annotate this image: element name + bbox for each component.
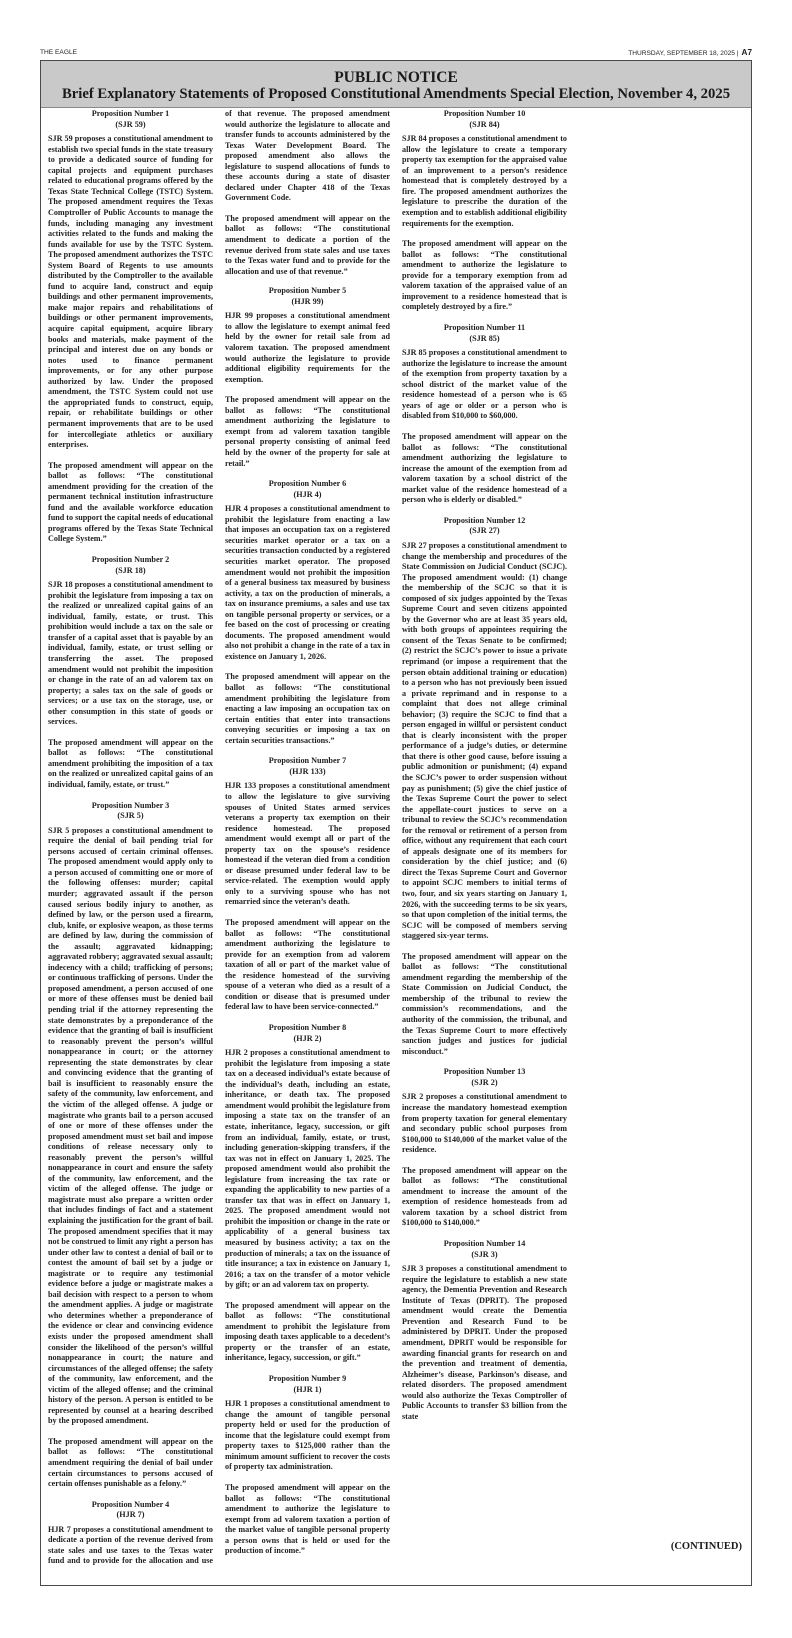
ballot-language: The proposed amendment will appear on the ballot as follows: “The constitutional amendment to prohibit the legislature from imposing death taxes applicable to a decedent’s property or the transfer of an estate, inheritance, legacy, succession, or gift.” (225, 1300, 390, 1363)
proposition-heading (225, 286, 390, 307)
proposition-bill: (SJR 5) (117, 811, 144, 821)
proposition-number: Proposition Number 4 (91, 1499, 170, 1509)
proposition-5 (225, 286, 390, 469)
proposition-number: Proposition Number 6 (268, 479, 347, 489)
proposition-heading (402, 516, 567, 537)
proposition-heading (48, 1500, 213, 1521)
proposition-13 (402, 1067, 567, 1229)
notice-banner (41, 61, 751, 108)
ballot-language: The proposed amendment will appear on the ballot as follows: “The constitutional amendment providing for the creation of the permanent technical institution infrastructure fund and the available workforce education fund to support the capital needs of educational programs offered by the Texas State Technical College System.” (48, 460, 213, 544)
proposition-number: Proposition Number 14 (443, 1238, 526, 1248)
proposition-6 (225, 479, 390, 746)
proposition-heading (225, 756, 390, 777)
proposition-number: Proposition Number 13 (443, 1067, 526, 1077)
proposition-number: Proposition Number 3 (91, 800, 170, 810)
continued-label: (CONTINUED) (670, 1541, 742, 1552)
proposition-1 (48, 109, 213, 545)
proposition-number: Proposition Number 8 (268, 1022, 347, 1032)
proposition-bill: (HJR 133) (289, 766, 326, 776)
proposition-number: Proposition Number 10 (443, 109, 526, 118)
proposition-number: Proposition Number 9 (268, 1373, 347, 1383)
ballot-language: The proposed amendment will appear on the ballot as follows: “The constitutional amendment authorizing the legislature to exempt from ad valorem taxation tangible personal property consisting of animal feed held by the owner of the property for sale at retail.” (225, 395, 390, 468)
proposition-heading (48, 555, 213, 576)
proposition-10 (402, 109, 567, 313)
page-number: A7 (741, 48, 752, 57)
proposition-2 (48, 555, 213, 791)
proposition-bill: (HJR 2) (293, 1033, 322, 1043)
proposition-bill: (HJR 1) (293, 1384, 322, 1394)
proposition-columns (48, 109, 744, 1575)
proposition-heading (48, 109, 213, 130)
proposition-bill: (SJR 18) (115, 565, 146, 575)
proposition-bill: (SJR 59) (115, 119, 146, 129)
proposition-number: Proposition Number 7 (268, 756, 347, 766)
proposition-heading (225, 1023, 390, 1044)
ballot-language: The proposed amendment will appear on the ballot as follows: “The constitutional amendment to authorize the legislature to provide for a temporary exemption from ad valorem taxation of the appraised value of an improvement to a residence homestead that is completely destroyed by a fire.” (402, 239, 567, 312)
proposition-heading (402, 1067, 567, 1088)
proposition-number: Proposition Number 1 (91, 109, 170, 118)
proposition-summary: SJR 3 proposes a constitutional amendment to require the legislature to establish a new state agency, the Dementia Prevention and Research Institute of Texas (DPRIT). The proposed amendment would create the Dementia Prevention and Research Fund to be administered by DPRIT. Under the proposed amendment, DPRIT would be responsible for awarding financial grants for research on and the prevention and treatment of dementia, Alzheimer’s disease, Parkinson’s disease, and related disorders. The proposed amendment would also authorize the Texas Comptroller of Public Accounts to transfer $3 billion from the state (402, 1264, 567, 1421)
proposition-summary: SJR 18 proposes a constitutional amendment to prohibit the legislature from imposing a tax on the realized or unrealized capital gains of an individual, family, estate, or trust. This prohibition would include a tax on the sale or transfer of a capital asset that is payable by an individual, family, estate, or trust selling or transferring the asset. The proposed amendment would not prohibit the imposition or change in the rate of an ad valorem tax on property; a sales tax on the sale of goods or services; or a use tax on the storage, use, or other consumption in this state of goods or services. (48, 580, 213, 727)
proposition-number: Proposition Number 12 (443, 515, 526, 525)
newspaper-name: THE EAGLE (40, 49, 78, 56)
proposition-heading (48, 801, 213, 822)
proposition-summary: SJR 2 proposes a constitutional amendment to increase the mandatory homestead exemption from property taxation for general elementary and secondary public school purposes from $100,000 to $140,000 of the market value of the residence. (402, 1092, 567, 1155)
proposition-heading (402, 323, 567, 344)
public-notice-box (40, 60, 752, 1586)
ballot-language: The proposed amendment will appear on the ballot as follows: “The constitutional amendment authorizing the legislature to provide for an exemption from ad valorem taxation of all or part of the market value of the residence homestead of the surviving spouse of a veteran who died as a result of a condition or disease that is presumed under federal law to have been service-connected.” (225, 918, 390, 1012)
ballot-language: The proposed amendment will appear on the ballot as follows: “The constitutional amendment requiring the denial of bail under certain circumstances to persons accused of certain offenses punishable as a felony.” (48, 1436, 213, 1489)
proposition-summary: HJR 7 proposes a constitutional amendment to dedicate a portion of the revenue derived from state sales and use taxes to the Texas water fund and to provide for the allocation and use of that revenue. The proposed amendment would authorize the legislature to allocate and transfer funds to accounts administered by the Texas Water Development Board. The proposed amendment also allows the legislature to suspend allocations of funds to these accounts during a state of disaster declared under Chapter 418 of the Texas Government Code. (48, 109, 390, 1566)
proposition-12 (402, 516, 567, 1057)
proposition-summary: SJR 59 proposes a constitutional amendment to establish two special funds in the state treasury to provide a dedicated source of funding for capital projects and equipment purchases related to educational programs offered by the Texas State Technical College (TSTC) System. The proposed amendment requires the Texas Comptroller of Public Accounts to manage the funds, including managing any investment activities related to the funds and making the funds available for use by the TSTC System. The proposed amendment authorizes the TSTC System Board of Regents to use amounts distributed by the Comptroller to the available fund to acquire land, construct and equip buildings and other permanent improvements, make major repairs and rehabilitations of buildings or other permanent improvements, acquire capital equipment, acquire library books and materials, make payment of the principal and interest due on any bonds or notes used to finance permanent improvements, or for any other purpose authorized by law. Under the proposed amendment, the TSTC System could not use the appropriated funds to construct, equip, repair, or rehabilitate buildings or other permanent improvements that are to be used for intercollegiate athletics or auxiliary enterprises. (48, 134, 213, 450)
proposition-bill: (SJR 27) (469, 526, 500, 536)
proposition-9 (225, 1374, 390, 1557)
proposition-14 (402, 1239, 567, 1422)
proposition-summary: SJR 27 proposes a constitutional amendment to change the membership and procedures of the State Commission on Judicial Conduct (SCJC). The proposed amendment would: (1) change the membership of the SCJC so that it is composed of six judges appointed by the Texas Supreme Court and seven citizens appointed by the Governor who are at least 35 years old, with both groups of appointees requiring the consent of the Texas Senate to be confirmed; (2) restrict the SCJC’s power to issue a private reprimand (or impose a requirement that the person obtain additional training or education) to a person who has not previously been issued a private reprimand and in response to a complaint that does not allege criminal behavior; (3) require the SCJC to find that a person engaged in willful or persistent conduct that is clearly inconsistent with the proper performance of a judge’s duties, or determine that there is other good cause, before issuing a public admonition or punishment; (4) expand the SCJC’s power to order suspension without pay as punishment; (5) give the chief justice of the Texas Supreme Court the power to select the appellate-court justices to serve on a tribunal to review the SCJC’s recommendation for the removal or retirement of a person from office, without any requirement that each court of appeals designate one of its members for consideration by the chief justice; and (6) direct the Texas Supreme Court and Governor to appoint SCJC members to initial terms of two, four, and six years starting on January 1, 2026, with the succeeding terms to be six years, so that upon completion of the initial terms, the SCJC will be composed of members serving staggered six-year terms. (402, 540, 567, 941)
proposition-bill: (SJR 84) (469, 119, 500, 129)
proposition-3 (48, 801, 213, 1490)
proposition-heading (402, 1239, 567, 1260)
proposition-summary: HJR 2 proposes a constitutional amendment to prohibit the legislature from imposing a state tax on a deceased individual’s estate because of the individual’s death, including an estate, inheritance, or death tax. The proposed amendment would prohibit the legislature from imposing a state tax on the transfer of an estate, inheritance, legacy, succession, or gift from an individual, family, estate, or trust, including generation-skipping transfers, if the tax was not in effect on January 1, 2025. The proposed amendment would also prohibit the legislature from increasing the tax rate or expanding the applicability to new parties of a transfer tax that was in effect on January 1, 2025. The proposed amendment would not prohibit the imposition or change in the rate or applicability of a general business tax measured by business activity; a tax on the production of minerals; a tax on the issuance of title insurance; a tax in existence on January 1, 2016; a tax on the transfer of a motor vehicle by gift; or an ad valorem tax on property. (225, 1048, 390, 1290)
ballot-language: The proposed amendment will appear on the ballot as follows: “The constitutional amendment prohibiting the legislature from enacting a law imposing an occupation tax on certain entities that enter into transactions conveying securities or imposing a tax on certain securities transactions.” (225, 672, 390, 745)
masthead (40, 47, 752, 61)
notice-subtitle: Brief Explanatory Statements of Proposed Constitutional Amendments Special Election, November 4, 2025 (61, 86, 731, 102)
separator: | (736, 50, 739, 57)
proposition-7 (225, 756, 390, 1013)
ballot-language: The proposed amendment will appear on the ballot as follows: “The constitutional amendment regarding the membership of the State Commission on Judicial Conduct, the membership of the tribunal to review the commission’s recommendations, and the authority of the commission, the tribunal, and the Texas Supreme Court to more effectively sanction judges and justices for judicial misconduct.” (402, 951, 567, 1056)
proposition-bill: (HJR 99) (291, 296, 324, 306)
proposition-heading (225, 479, 390, 500)
proposition-bill: (HJR 7) (116, 1510, 145, 1520)
proposition-8 (225, 1023, 390, 1364)
proposition-summary: SJR 5 proposes a constitutional amendment to require the denial of bail pending trial for persons accused of certain criminal offenses. The proposed amendment would apply only to a person accused of committing one or more of the following offenses: murder; capital murder; aggravated assault if the person caused serious bodily injury to another, as defined by law, or the person used a firearm, club, knife, or explosive weapon, as those terms are defined by law, during the commission of the assault; aggravated kidnapping; aggravated robbery; aggravated sexual assault; indecency with a child; trafficking of persons; or continuous trafficking of persons. Under the proposed amendment, a person accused of one or more of these offenses must be denied bail pending trial if the attorney representing the state demonstrates by a preponderance of the evidence that the granting of bail is insufficient to reasonably prevent the person’s willful nonappearance in court; or the attorney representing the state demonstrates by clear and convincing evidence that the granting of bail is insufficient to reasonably ensure the safety of the community, law enforcement, and the victim of the alleged offense. A judge or magistrate who grants bail to a person accused of one or more of these offenses under the proposed amendment must set bail and impose conditions of release necessary only to reasonably prevent the person’s willful nonappearance in court and ensure the safety of the community, law enforcement, and the victim of the alleged offense. The judge or magistrate must also prepare a written order that includes findings of fact and a statement explaining the justification for the grant of bail. The proposed amendment specifies that it may not be construed to limit any right a person has under other law to contest a denial of bail or to contest the amount of bail set by a judge or magistrate or to require any testimonial evidence before a judge or magistrate makes a bail decision with respect to a person to whom the amendment applies. A judge or magistrate who determines whether a preponderance of the evidence or clear and convincing evidence exists under the proposed amendment shall consider the likelihood of the person’s willful nonappearance in court; the nature and circumstances of the alleged offense; the safety of the community, law enforcement, and the victim of the alleged offense; and the criminal history of the person. A person is entitled to be represented by counsel at a hearing described by the proposed amendment. (48, 825, 213, 1426)
proposition-summary: SJR 85 proposes a constitutional amendment to authorize the legislature to increase the amount of the exemption from property taxation by a school district of the market value of the residence homestead of a person who is 65 years of age or older or a person who is disabled from $10,000 to $60,000. (402, 348, 567, 421)
issue-date: THURSDAY, SEPTEMBER 18, 2025 (628, 50, 735, 57)
proposition-bill: (SJR 85) (469, 333, 500, 343)
proposition-summary: SJR 84 proposes a constitutional amendment to allow the legislature to create a temporary property tax exemption for the appraised value of an improvement to a person’s residence homestead that is completely destroyed by a fire. The proposed amendment authorizes the legislature to prescribe the duration of the exemption and to establish additional eligibility requirements for the exemption. (402, 134, 567, 228)
proposition-number: Proposition Number 5 (268, 286, 347, 296)
ballot-language: The proposed amendment will appear on the ballot as follows: “The constitutional amendment prohibiting the imposition of a tax on the realized or unrealized capital gains of an individual, family, estate, or trust.” (48, 737, 213, 789)
proposition-summary: HJR 99 proposes a constitutional amendment to allow the legislature to exempt animal feed held by the owner for retail sale from ad valorem taxation. The proposed amendment would authorize the legislature to provide additional eligibility requirements for the exemption. (225, 311, 390, 384)
proposition-11 (402, 323, 567, 506)
date-page-line (628, 48, 752, 57)
ballot-language: The proposed amendment will appear on the ballot as follows: “The constitutional amendment to dedicate a portion of the revenue derived from state sales and use taxes to the Texas water fund and to provide for the allocation and use of that revenue.” (225, 213, 390, 276)
proposition-bill: (SJR 2) (471, 1077, 498, 1087)
ballot-language: The proposed amendment will appear on the ballot as follows: “The constitutional amendment authorizing the legislature to increase the amount of the exemption from ad valorem taxation by a school district of the market value of the residence homestead of a person who is elderly or disabled.” (402, 431, 567, 505)
proposition-summary: HJR 133 proposes a constitutional amendment to allow the legislature to give surviving spouses of United States armed services veterans a property tax exemption on their residence homestead. The proposed amendment would exempt all or part of the property tax on the spouse’s residence homestead if the veteran died from a condition or disease presumed under federal law to be service-related. The exemption would apply only to a surviving spouse who has not remarried since the veteran’s death. (225, 781, 390, 907)
ballot-language: The proposed amendment will appear on the ballot as follows: “The constitutional amendment to authorize the legislature to exempt from ad valorem taxation a portion of the market value of tangible personal property a person owns that is held or used for the production of income.” (225, 1483, 390, 1556)
proposition-bill: (SJR 3) (471, 1249, 498, 1259)
notice-title: PUBLIC NOTICE (334, 69, 458, 86)
proposition-bill: (HJR 4) (293, 489, 322, 499)
ballot-language: The proposed amendment will appear on the ballot as follows: “The constitutional amendment to increase the amount of the exemption of residence homesteads from ad valorem taxation by a school district from $100,000 to $140,000.” (402, 1165, 567, 1228)
proposition-summary: HJR 4 proposes a constitutional amendment to prohibit the legislature from enacting a law that imposes an occupation tax on a registered securities market operator or a tax on a securities transaction conducted by a registered securities market operator. The proposed amendment would not prohibit the imposition of a general business tax measured by business activity, a tax on the production of minerals, a tax on insurance premiums, a sales and use tax on tangible personal property or services, or a fee based on the cost of processing or creating documents. The proposed amendment would also not prohibit a change in the rate of a tax in existence on January 1, 2026. (225, 504, 390, 661)
proposition-summary: HJR 1 proposes a constitutional amendment to change the amount of tangible personal property held or used for the production of income that the legislature could exempt from property taxes to $125,000 rather than the minimum amount sufficient to recover the costs of property tax administration. (225, 1399, 390, 1472)
proposition-heading (225, 1374, 390, 1395)
proposition-number: Proposition Number 11 (443, 322, 526, 332)
proposition-heading (402, 109, 567, 130)
proposition-number: Proposition Number 2 (91, 554, 170, 564)
